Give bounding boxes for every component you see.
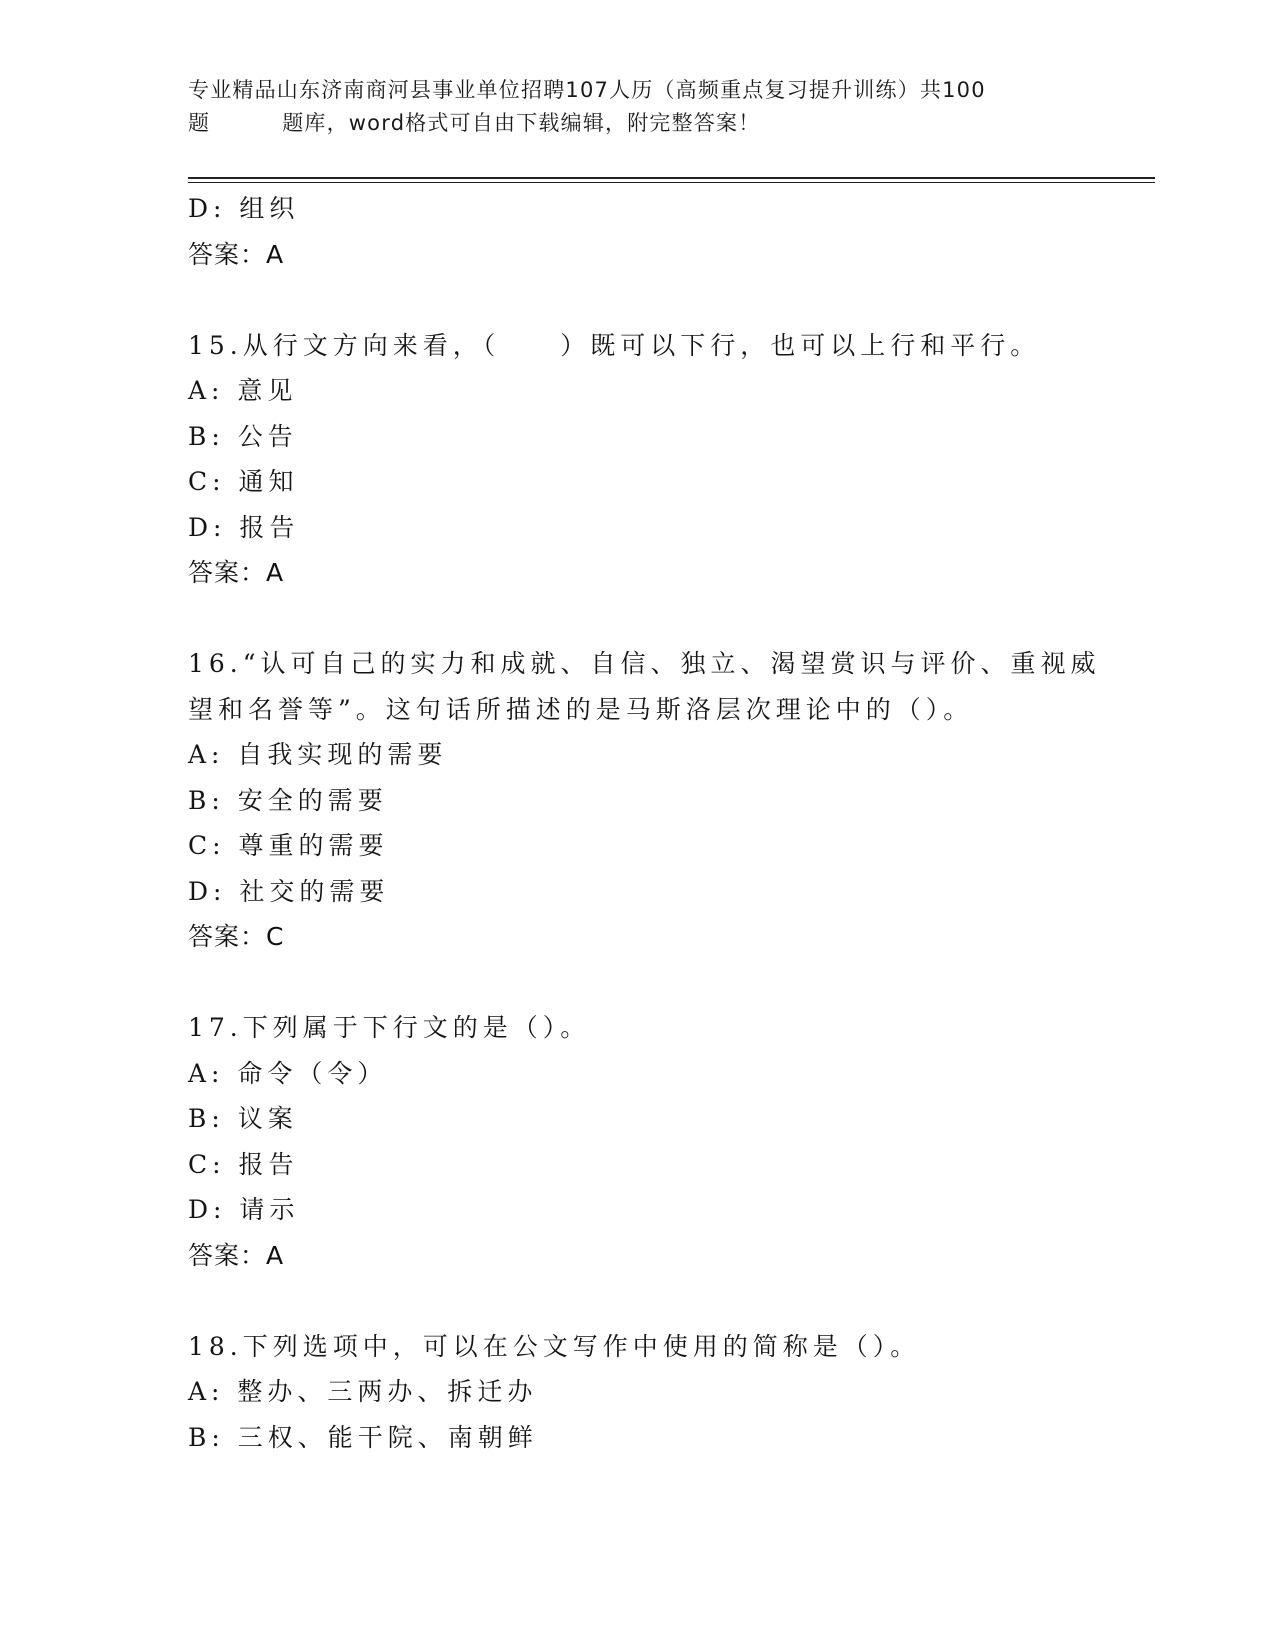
header-line2-left: 题 [188, 111, 211, 135]
spacer [188, 960, 1088, 1006]
option-d: D: 报告 [188, 512, 300, 542]
document-header [188, 74, 1088, 140]
question-stem: 15.从行文方向来看，（ ）既可以下行，也可以上行和平行。 [188, 330, 1041, 360]
question-block-15 [188, 323, 1088, 596]
option-a: A: 整办、三两办、拆迁办 [188, 1377, 538, 1406]
option-a: A: 命令（令） [188, 1058, 388, 1088]
option-b: B: 三权、能干院、南朝鲜 [188, 1422, 538, 1452]
question-block-16 [188, 641, 1101, 960]
option-d: D: 社交的需要 [188, 876, 390, 906]
question-block-17 [188, 1005, 1088, 1278]
spacer [188, 277, 1088, 323]
answer-line: 答案：A [188, 558, 285, 587]
option-a: A: 意见 [188, 376, 298, 405]
header-line2-right: 题库，word格式可自由下载编辑，附完整答案！ [282, 111, 761, 135]
header-title-line2 [188, 107, 1088, 140]
option-a: A: 自我实现的需要 [188, 740, 448, 769]
spacer [188, 1278, 1088, 1324]
question-block-prev [188, 186, 1088, 277]
spacer [188, 596, 1088, 642]
option-b: B: 安全的需要 [188, 785, 388, 815]
header-divider-thick [188, 177, 1155, 179]
question-stem-line1: 16.“认可自己的实力和成就、自信、独立、渴望赏识与评价、重视威 [188, 649, 1101, 678]
option-c: C: 通知 [188, 467, 299, 496]
question-stem-line2: 望和名誉等”。这句话所描述的是马斯洛层次理论中的（）。 [188, 694, 974, 724]
answer-line: 答案：C [188, 922, 285, 951]
option-d: D: 组织 [188, 194, 300, 223]
header-divider-thin [188, 182, 1155, 183]
option-d: D: 请示 [188, 1195, 300, 1224]
option-c: C: 尊重的需要 [188, 831, 389, 860]
question-stem: 17.下列属于下行文的是（）。 [188, 1013, 591, 1042]
header-title-line1: 专业精品山东济南商河县事业单位招聘107人历（高频重点复习提升训练）共100 [188, 78, 986, 102]
option-b: B: 议案 [188, 1104, 298, 1133]
option-c: C: 报告 [188, 1149, 299, 1179]
question-block-18 [188, 1324, 1088, 1461]
question-stem: 18.下列选项中，可以在公文写作中使用的简称是（）。 [188, 1331, 921, 1361]
option-b: B: 公告 [188, 421, 298, 451]
answer-line: 答案：A [188, 239, 285, 269]
answer-line: 答案：A [188, 1240, 285, 1270]
document-body [188, 186, 1101, 1460]
